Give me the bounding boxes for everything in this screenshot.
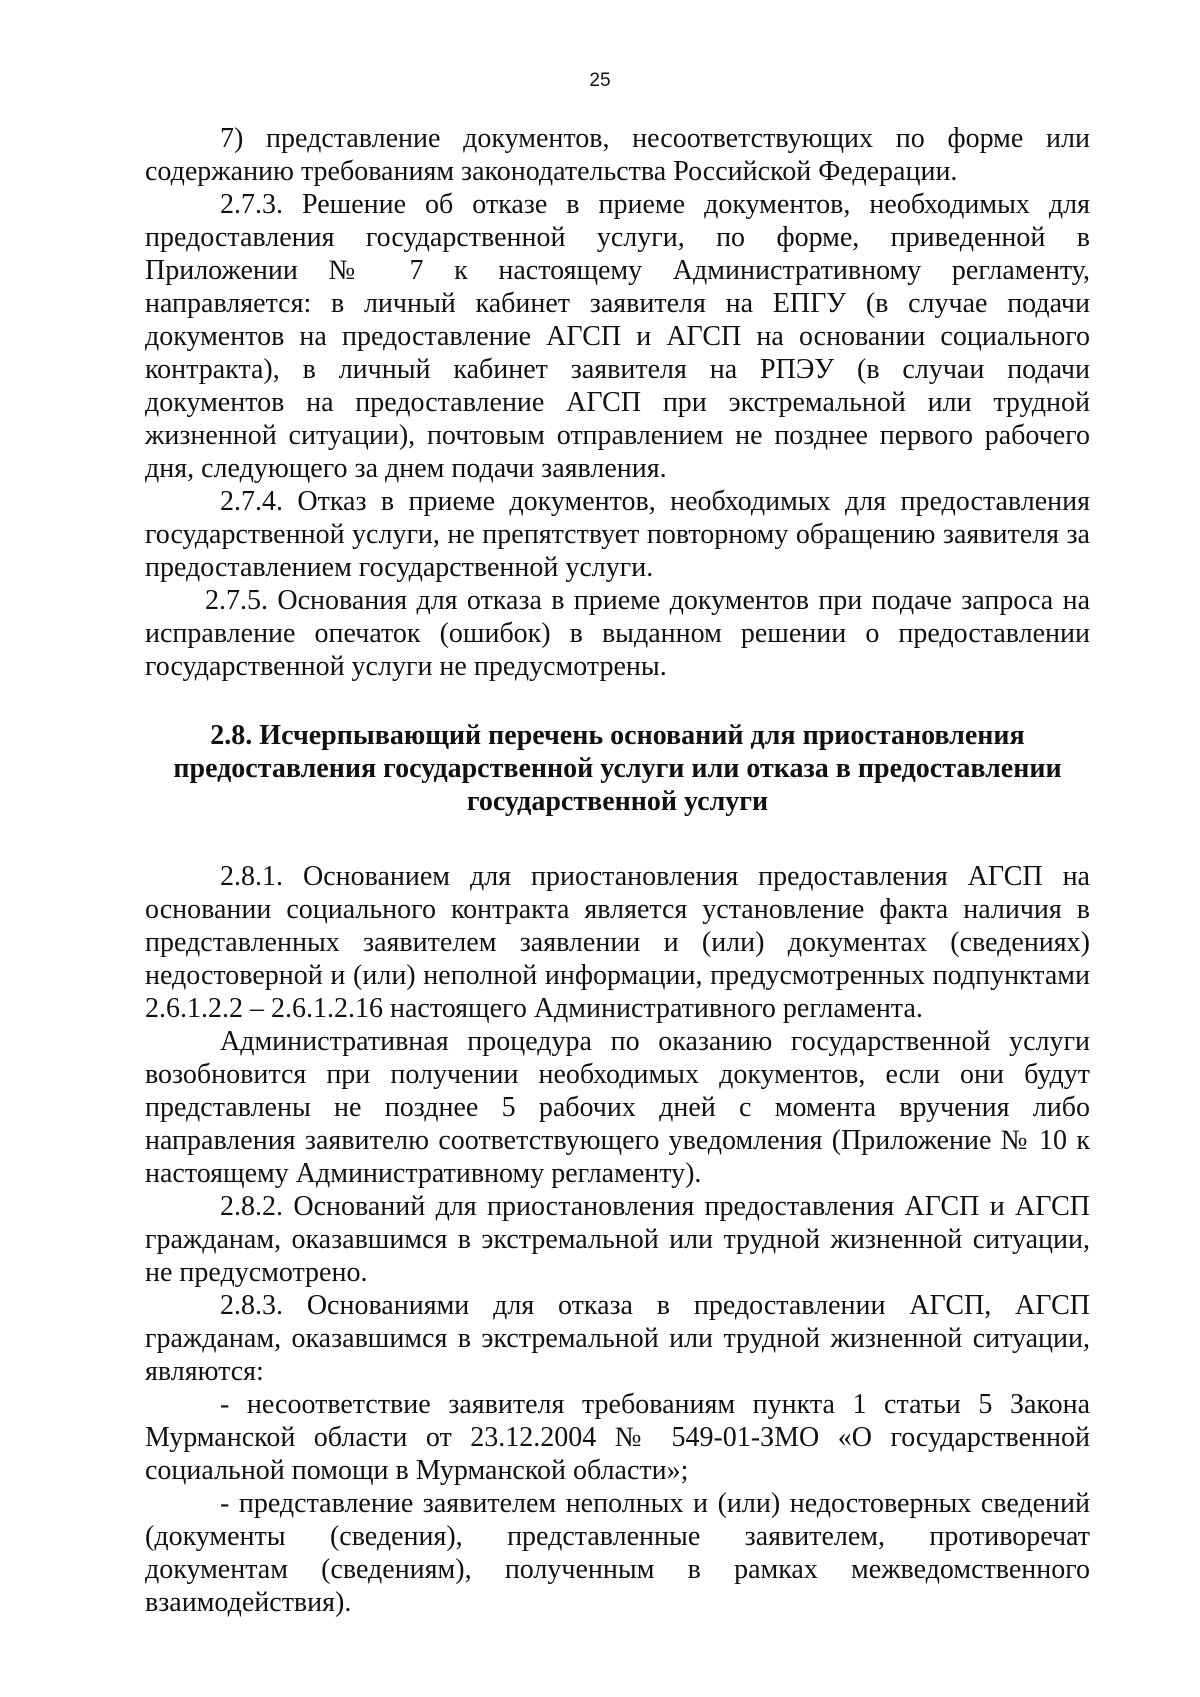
document-body <box>145 122 1090 1619</box>
list-item-refusal-reason-1: - несоответствие заявителя требованиям пункта 1 статьи 5 Закона Мурманской области от 23.12.2004 № 549-01-ЗМО «О государственной социальной помощи в Мурманской области»; <box>145 1389 1090 1486</box>
section-heading-2-8 <box>145 719 1090 818</box>
list-item-refusal-reason-2: - представление заявителем неполных и (или) недостоверных сведений (документы (сведения), представленные заявителем, противоречат документам (сведениям), полученным в рамках межведомственного взаимодействия). <box>145 1488 1090 1618</box>
section-heading-line-2: предоставления государственной услуги или отказа в предоставлении <box>173 753 1062 784</box>
page-number: 25 <box>589 70 611 91</box>
section-heading-line-3: государственной услуги <box>466 786 769 817</box>
paragraph-2-7-3: 2.7.3. Решение об отказе в приеме документов, необходимых для предоставления государственной услуги, по форме, приведенной в Приложении № 7 к настоящему Административному регламенту, направляется: в личный кабинет заявителя на ЕПГУ (в случае подачи документов на предоставление АГСП и АГСП на основании социального контракта), в личный кабинет заявителя на РПЭУ (в случаи подачи документов на предоставление АГСП при экстремальной или трудной жизненной ситуации), почтовым отправлением не позднее первого рабочего дня, следующего за днем подачи заявления. <box>145 189 1090 484</box>
paragraph-2-8-1: 2.8.1. Основанием для приостановления предоставления АГСП на основании социального контракта является установление факта наличия в представленных заявителем заявлении и (или) документах (сведениях) недостоверной и (или) неполной информации, предусмотренных подпунктами 2.6.1.2.2 – 2.6.1.2.16 настоящего Административного регламента. <box>145 861 1090 1024</box>
paragraph-2-8-3: 2.8.3. Основаниями для отказа в предоставлении АГСП, АГСП гражданам, оказавшимся в экстремальной или трудной жизненной ситуации, являются: <box>145 1290 1090 1387</box>
paragraph-2-7-4: 2.7.4. Отказ в приеме документов, необходимых для предоставления государственной услуги, не препятствует повторному обращению заявителя за предоставлением государственной услуги. <box>145 486 1090 583</box>
paragraph-administrative-procedure: Административная процедура по оказанию государственной услуги возобновится при получении необходимых документов, если они будут представлены не позднее 5 рабочих дней с момента вручения либо направления заявителю соответствующего уведомления (Приложение № 10 к настоящему Административному регламенту). <box>145 1026 1090 1189</box>
paragraph-item-7: 7) представление документов, несоответствующих по форме или содержанию требованиям законодательства Российской Федерации. <box>145 123 1090 187</box>
paragraph-2-8-2: 2.8.2. Оснований для приостановления предоставления АГСП и АГСП гражданам, оказавшимся в экстремальной или трудной жизненной ситуации, не предусмотрено. <box>145 1191 1090 1288</box>
paragraph-2-7-5: 2.7.5. Основания для отказа в приеме документов при подаче запроса на исправление опечаток (ошибок) в выданном решении о предоставлении государственной услуги не предусмотрены. <box>145 585 1090 682</box>
section-heading-line-1: 2.8. Исчерпывающий перечень оснований для приостановления <box>210 720 1025 751</box>
